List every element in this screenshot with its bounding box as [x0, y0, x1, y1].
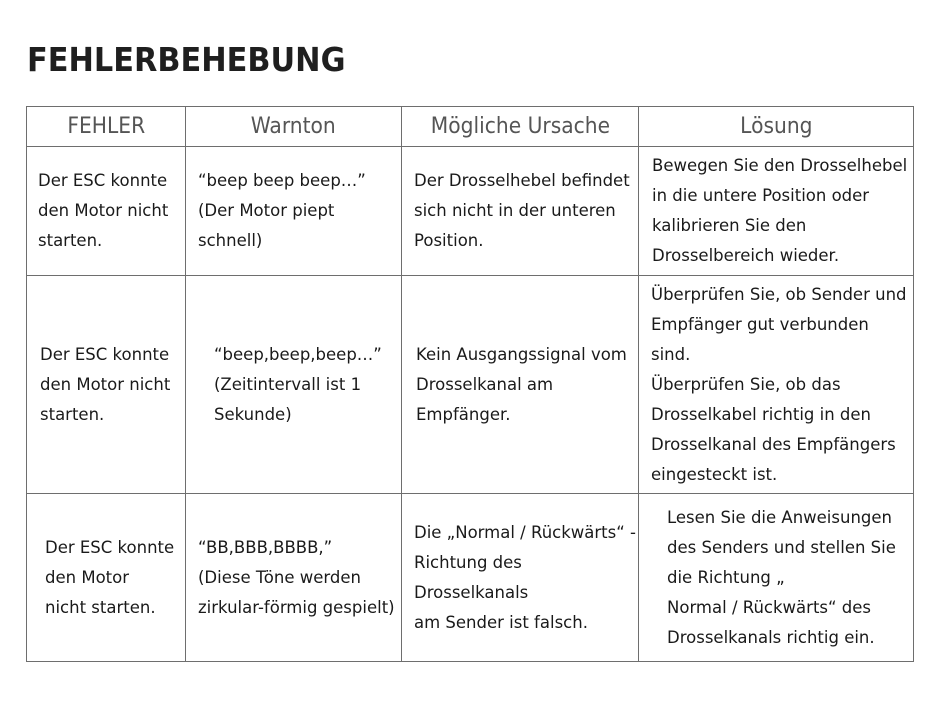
cell-warnton [186, 494, 402, 662]
cell-fehler [27, 147, 186, 276]
table-row [27, 276, 914, 494]
cell-loesung-text: Bewegen Sie den Drosselhebel in die untere Position oder kalibrieren Sie den Drosselbereich wieder. [652, 156, 908, 265]
cell-loesung [639, 276, 914, 494]
cell-loesung [639, 147, 914, 276]
table-header-row [27, 107, 914, 147]
cell-fehler [27, 276, 186, 494]
table-row [27, 147, 914, 276]
cell-warnton-text: “BB,BBB,BBBB,” (Diese Töne werden zirkular-förmig gespielt) [198, 537, 395, 617]
cell-fehler [27, 494, 186, 662]
cell-ursache-text: Der Drosselhebel befindet sich nicht in der unteren Position. [414, 171, 630, 250]
column-header-fehler [27, 107, 186, 147]
cell-loesung-text: Lesen Sie die Anweisungen des Senders und stellen Sie die Richtung „ Normal / Rückwärts“ des Drosselkanals richtig ein. [667, 507, 896, 647]
cell-fehler-text: Der ESC konnte den Motor nicht starten. [45, 537, 175, 617]
cell-ursache-text: Die „Normal / Rückwärts“ - Richtung des Drosselkanals am Sender ist falsch. [414, 522, 636, 632]
cell-ursache-text: Kein Ausgangssignal vom Drosselkanal am Empfänger. [416, 344, 627, 424]
table-row [27, 494, 914, 662]
column-header-ursache-label: Mögliche Ursache [430, 114, 610, 139]
cell-fehler-text: Der ESC konnte den Motor nicht starten. [40, 344, 171, 424]
cell-ursache [402, 494, 639, 662]
cell-ursache [402, 147, 639, 276]
cell-warnton [186, 147, 402, 276]
cell-fehler-text: Der ESC konnte den Motor nicht starten. [38, 171, 169, 250]
column-header-fehler-label: FEHLER [67, 114, 145, 139]
cell-warnton-text: “beep beep beep…” (Der Motor piept schnell) [198, 171, 366, 250]
column-header-warnton [186, 107, 402, 147]
column-header-loesung [639, 107, 914, 147]
cell-loesung [639, 494, 914, 662]
troubleshooting-table [26, 106, 914, 662]
cell-warnton-text: “beep,beep,beep…” (Zeitintervall ist 1 Sekunde) [214, 344, 382, 424]
cell-warnton [186, 276, 402, 494]
cell-ursache [402, 276, 639, 494]
cell-loesung-text: Überprüfen Sie, ob Sender und Empfänger gut verbunden sind. Überprüfen Sie, ob das Drosselkabel richtig in den Drosselkanal des Empfängers eingesteckt ist. [651, 284, 907, 484]
page-title: FEHLERBEHEBUNG [27, 40, 346, 79]
column-header-warnton-label: Warnton [250, 114, 337, 139]
column-header-loesung-label: Lösung [739, 114, 813, 139]
column-header-ursache [402, 107, 639, 147]
